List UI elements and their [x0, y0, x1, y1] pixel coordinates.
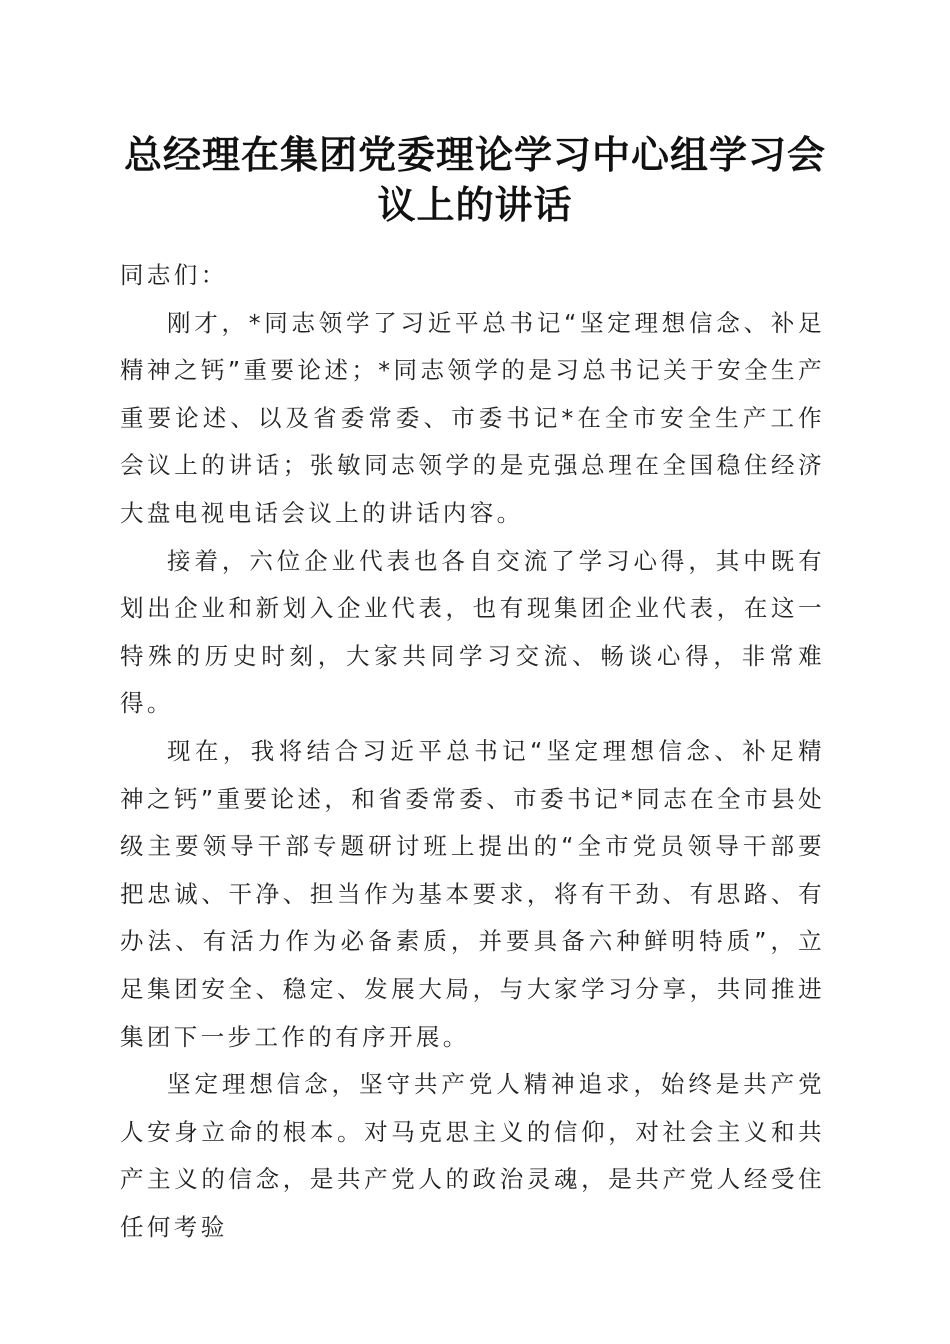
salutation: 同志们：: [120, 261, 228, 289]
document-body: [120, 252, 825, 1251]
paragraph-3: 现在，我将结合习近平总书记“坚定理想信念、补足精神之钙”重要论述，和省委常委、市委书记*同志在全市县处级主要领导干部专题研讨班上提出的“全市党员领导干部要把忠诚、干净、担当作为基本要求，将有干劲、有思路、有办法、有活力作为必备素质，并要具备六种鲜明特质”，立足集团安全、稳定、发展大局，与大家学习分享，共同推进集团下一步工作的有序开展。: [120, 736, 825, 1051]
paragraph-1: 刚才，*同志领学了习近平总书记“坚定理想信念、补足精神之钙”重要论述；*同志领学的是习总书记关于安全生产重要论述、以及省委常委、市委书记*在全市安全生产工作会议上的讲话；张敏同志领学的是克强总理在全国稳住经济大盘电视电话会议上的讲话内容。: [120, 308, 825, 527]
paragraph-2: 接着，六位企业代表也各自交流了学习心得，其中既有划出企业和新划入企业代表，也有现集团企业代表，在这一特殊的历史时刻，大家共同学习交流、畅谈心得，非常难得。: [120, 546, 825, 718]
paragraph-4: 坚定理想信念，坚守共产党人精神追求，始终是共产党人安身立命的根本。对马克思主义的信仰，对社会主义和共产主义的信念，是共产党人的政治灵魂，是共产党人经受住任何考验: [120, 1070, 825, 1241]
document-title: 总经理在集团党委理论学习中心组学习会议上的讲话: [123, 132, 826, 227]
